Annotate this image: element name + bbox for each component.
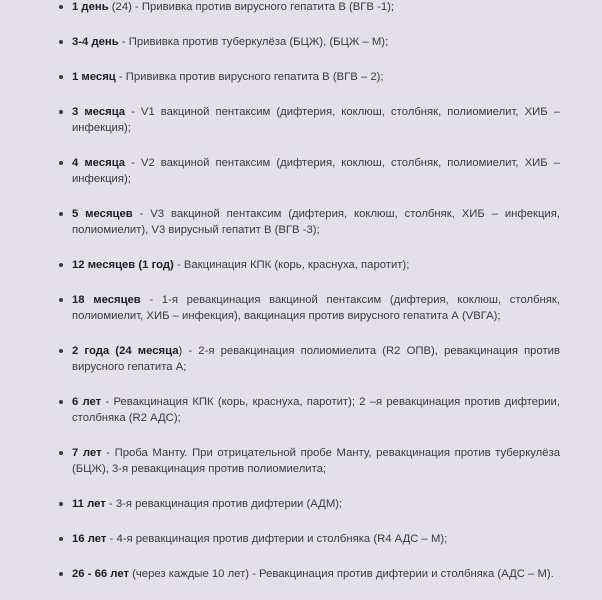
schedule-age: 16 лет: [72, 533, 107, 545]
schedule-item: [72, 104, 560, 136]
schedule-description: - Ревакцинация КПК (корь, краснуха, паротит); 2 –я ревакцинация против дифтерии, столбняка (R2 АДС);: [72, 396, 560, 424]
schedule-description: - 3-я ревакцинация против дифтерии (АДМ);: [105, 498, 343, 510]
schedule-age: 1 месяц: [72, 71, 116, 83]
schedule-item: [72, 496, 560, 512]
schedule-description: - Прививка против туберкулёза (БЦЖ), (БЦЖ – М);: [118, 36, 389, 48]
schedule-description: - V3 вакциной пентаксим (дифтерия, коклюш, столбняк, ХИБ – инфекция, полиомиелит), V3 вирусный гепатит В (ВГВ -3);: [72, 208, 560, 236]
schedule-description: - 4-я ревакцинация против дифтерии и столбняка (R4 АДС – М);: [106, 533, 448, 545]
schedule-item: [72, 531, 560, 547]
schedule-age: 1 день: [72, 1, 109, 13]
schedule-item: [72, 206, 560, 238]
schedule-item: [72, 343, 560, 375]
schedule-description: - Проба Манту. При отрицательной пробе Манту, ревакцинация против туберкулёза (БЦЖ), 3-я ревакцинация против полиомиелита;: [72, 447, 560, 475]
schedule-description: (24) - Прививка против вирусного гепатита В (ВГВ -1);: [108, 1, 395, 13]
schedule-age: 7 лет: [72, 447, 102, 459]
schedule-item: [72, 566, 560, 582]
schedule-description: - V1 вакциной пентаксим (дифтерия, коклюш, столбняк, полиомиелит, ХИБ – инфекция);: [72, 106, 560, 134]
schedule-description: ) - 2-я ревакцинация полиомиелита (R2 ОПВ), ревакцинация против вирусного гепатита А;: [72, 345, 560, 373]
schedule-age: 5 месяцев: [72, 208, 133, 220]
schedule-item: [72, 292, 560, 324]
schedule-age: 3 месяца: [72, 106, 126, 118]
schedule-age: 11 лет: [72, 498, 106, 510]
schedule-age: 2 года (24 месяца: [72, 345, 179, 357]
schedule-age: 3-4 день: [72, 36, 119, 48]
schedule-age: 12 месяцев (1 год): [72, 259, 174, 271]
schedule-description: - Прививка против вирусного гепатита В (ВГВ – 2);: [115, 71, 384, 83]
schedule-age: 18 месяцев: [72, 294, 141, 306]
schedule-item: [72, 257, 560, 273]
schedule-description: - 1-я ревакцинация вакциной пентаксим (дифтерия, коклюш, столбняк, полиомиелит, ХИБ – инфекция), вакцинация против вирусного гепатита А (VBГА);: [72, 294, 560, 322]
schedule-item: [72, 0, 560, 15]
schedule-description: (через каждые 10 лет) - Ревакцинация против дифтерии и столбняка (АДС – М).: [129, 568, 554, 580]
schedule-age: 4 месяца: [72, 157, 126, 169]
schedule-item: [72, 445, 560, 477]
schedule-age: 6 лет: [72, 396, 102, 408]
schedule-age: 26 - 66 лет: [72, 568, 130, 580]
schedule-item: [72, 69, 560, 85]
schedule-item: [72, 155, 560, 187]
schedule-description: - V2 вакциной пентаксим (дифтерия, коклюш, столбняк, полиомиелит, ХИБ – инфекция);: [72, 157, 560, 185]
schedule-item: [72, 34, 560, 50]
schedule-description: - Вакцинация КПК (корь, краснуха, паротит);: [173, 259, 410, 271]
schedule-item: [72, 394, 560, 426]
